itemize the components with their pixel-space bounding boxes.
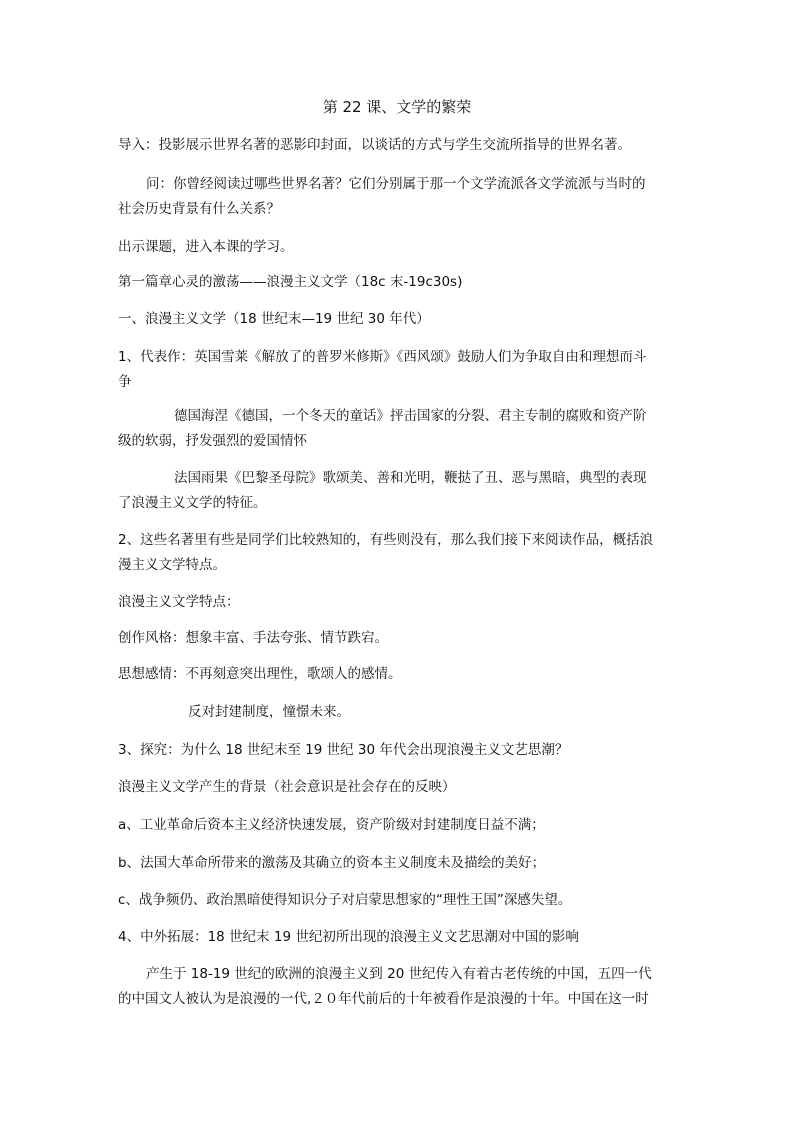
- background-b-text: b、法国大革命所带来的激荡及其确立的资本主义制度未及描绘的美好；: [118, 855, 546, 871]
- background-item-c: [118, 888, 678, 913]
- chapter-text: 第一篇章心灵的激荡——浪漫主义文学（18c 末-19c30s): [118, 274, 463, 290]
- page-title: 第 22 课、文学的繁荣: [322, 98, 472, 116]
- item-3-paragraph: [118, 738, 678, 763]
- background-a-text: a、工业革命后资本主义经济快速发展，资产阶级对封建制度日益不满；: [118, 817, 545, 833]
- oppose-paragraph: [188, 700, 668, 725]
- hugo-paragraph: [174, 466, 674, 491]
- thought-paragraph: [118, 662, 678, 687]
- background-c-text: c、战争频仍、政治黑暗使得知识分子对启蒙思想家的“理性王国”深感失望。: [118, 892, 572, 908]
- intro-text: 导入：投影展示世界名著的恶影印封面，以谈话的方式与学生交流所指导的世界名著。: [118, 137, 631, 153]
- hugo-line-2: 了浪漫主义文学的特征。: [118, 495, 267, 511]
- hugo-line-1: 法国雨果《巴黎圣母院》歌颂美、善和光明，鞭挞了丑、恶与黑暗，典型的表现: [174, 470, 647, 486]
- question-paragraph-cont: [118, 197, 678, 222]
- background-heading: [118, 775, 678, 800]
- item-1-line-1: 1、代表作：英国雪莱《解放了的普罗米修斯》《西风颂》鼓励人们为争取自由和理想而斗: [118, 349, 647, 365]
- show-topic-paragraph: [118, 235, 678, 260]
- features-heading: [118, 590, 678, 615]
- heine-paragraph: [174, 404, 674, 429]
- item-2-line-1: 2、这些名著里有些是同学们比较熟知的，有些则没有，那么我们接下来阅读作品，概括浪: [118, 532, 654, 548]
- item-4-paragraph: [118, 925, 678, 950]
- intro-paragraph: [118, 133, 678, 158]
- question-line-1: 问：你曾经阅读过哪些世界名著？它们分别属于那一个文学流派各文学流派与当时的: [146, 176, 646, 192]
- item-1-paragraph: [118, 345, 678, 395]
- heine-line-2: 级的软弱，抒发强烈的爱国情怀: [118, 433, 307, 449]
- item-4-text: 4、中外拓展：18 世纪末 19 世纪初所出现的浪漫主义文艺思潮对中国的影响: [118, 929, 579, 945]
- hugo-paragraph-cont: [118, 491, 678, 516]
- question-paragraph: [146, 172, 686, 197]
- section-text: 一、浪漫主义文学（18 世纪末—19 世纪 30 年代）: [118, 311, 430, 327]
- thought-text: 思想感情：不再刻意突出理性，歌颂人的感情。: [118, 666, 402, 682]
- last-paragraph-cont: [118, 987, 678, 1012]
- item-1-line-2: 争: [118, 374, 132, 390]
- features-heading-text: 浪漫主义文学特点：: [118, 594, 240, 610]
- heine-line-1: 德国海涅《德国，一个冬天的童话》抨击国家的分裂、君主专制的腐败和资产阶: [174, 408, 647, 424]
- background-text: 浪漫主义文学产生的背景（社会意识是社会存在的反映）: [118, 779, 456, 795]
- style-paragraph: [118, 626, 678, 651]
- item-2-paragraph: [118, 528, 678, 578]
- last-line-2: 的中国文人被认为是浪漫的一代,２０年代前后的十年被看作是浪漫的十年。中国在这一时: [118, 991, 649, 1007]
- style-text: 创作风格：想象丰富、手法夸张、情节跌宕。: [118, 630, 388, 646]
- background-item-b: [118, 851, 678, 876]
- show-topic-text: 出示课题，进入本课的学习。: [118, 239, 294, 255]
- item-3-text: 3、探究：为什么 18 世纪末至 19 世纪 30 年代会出现浪漫主义文艺思潮？: [118, 742, 569, 758]
- background-item-a: [118, 813, 678, 838]
- item-2-line-2: 漫主义文学特点。: [118, 557, 226, 573]
- section-heading: [118, 307, 678, 332]
- last-paragraph: [146, 962, 686, 987]
- question-line-2: 社会历史背景有什么关系？: [118, 201, 280, 217]
- last-line-1: 产生于 18-19 世纪的欧洲的浪漫主义到 20 世纪传入有着古老传统的中国，五四一代: [146, 966, 652, 982]
- chapter-heading: [118, 270, 678, 295]
- oppose-text: 反对封建制度，憧憬未来。: [188, 704, 350, 720]
- heine-paragraph-cont: [118, 429, 678, 454]
